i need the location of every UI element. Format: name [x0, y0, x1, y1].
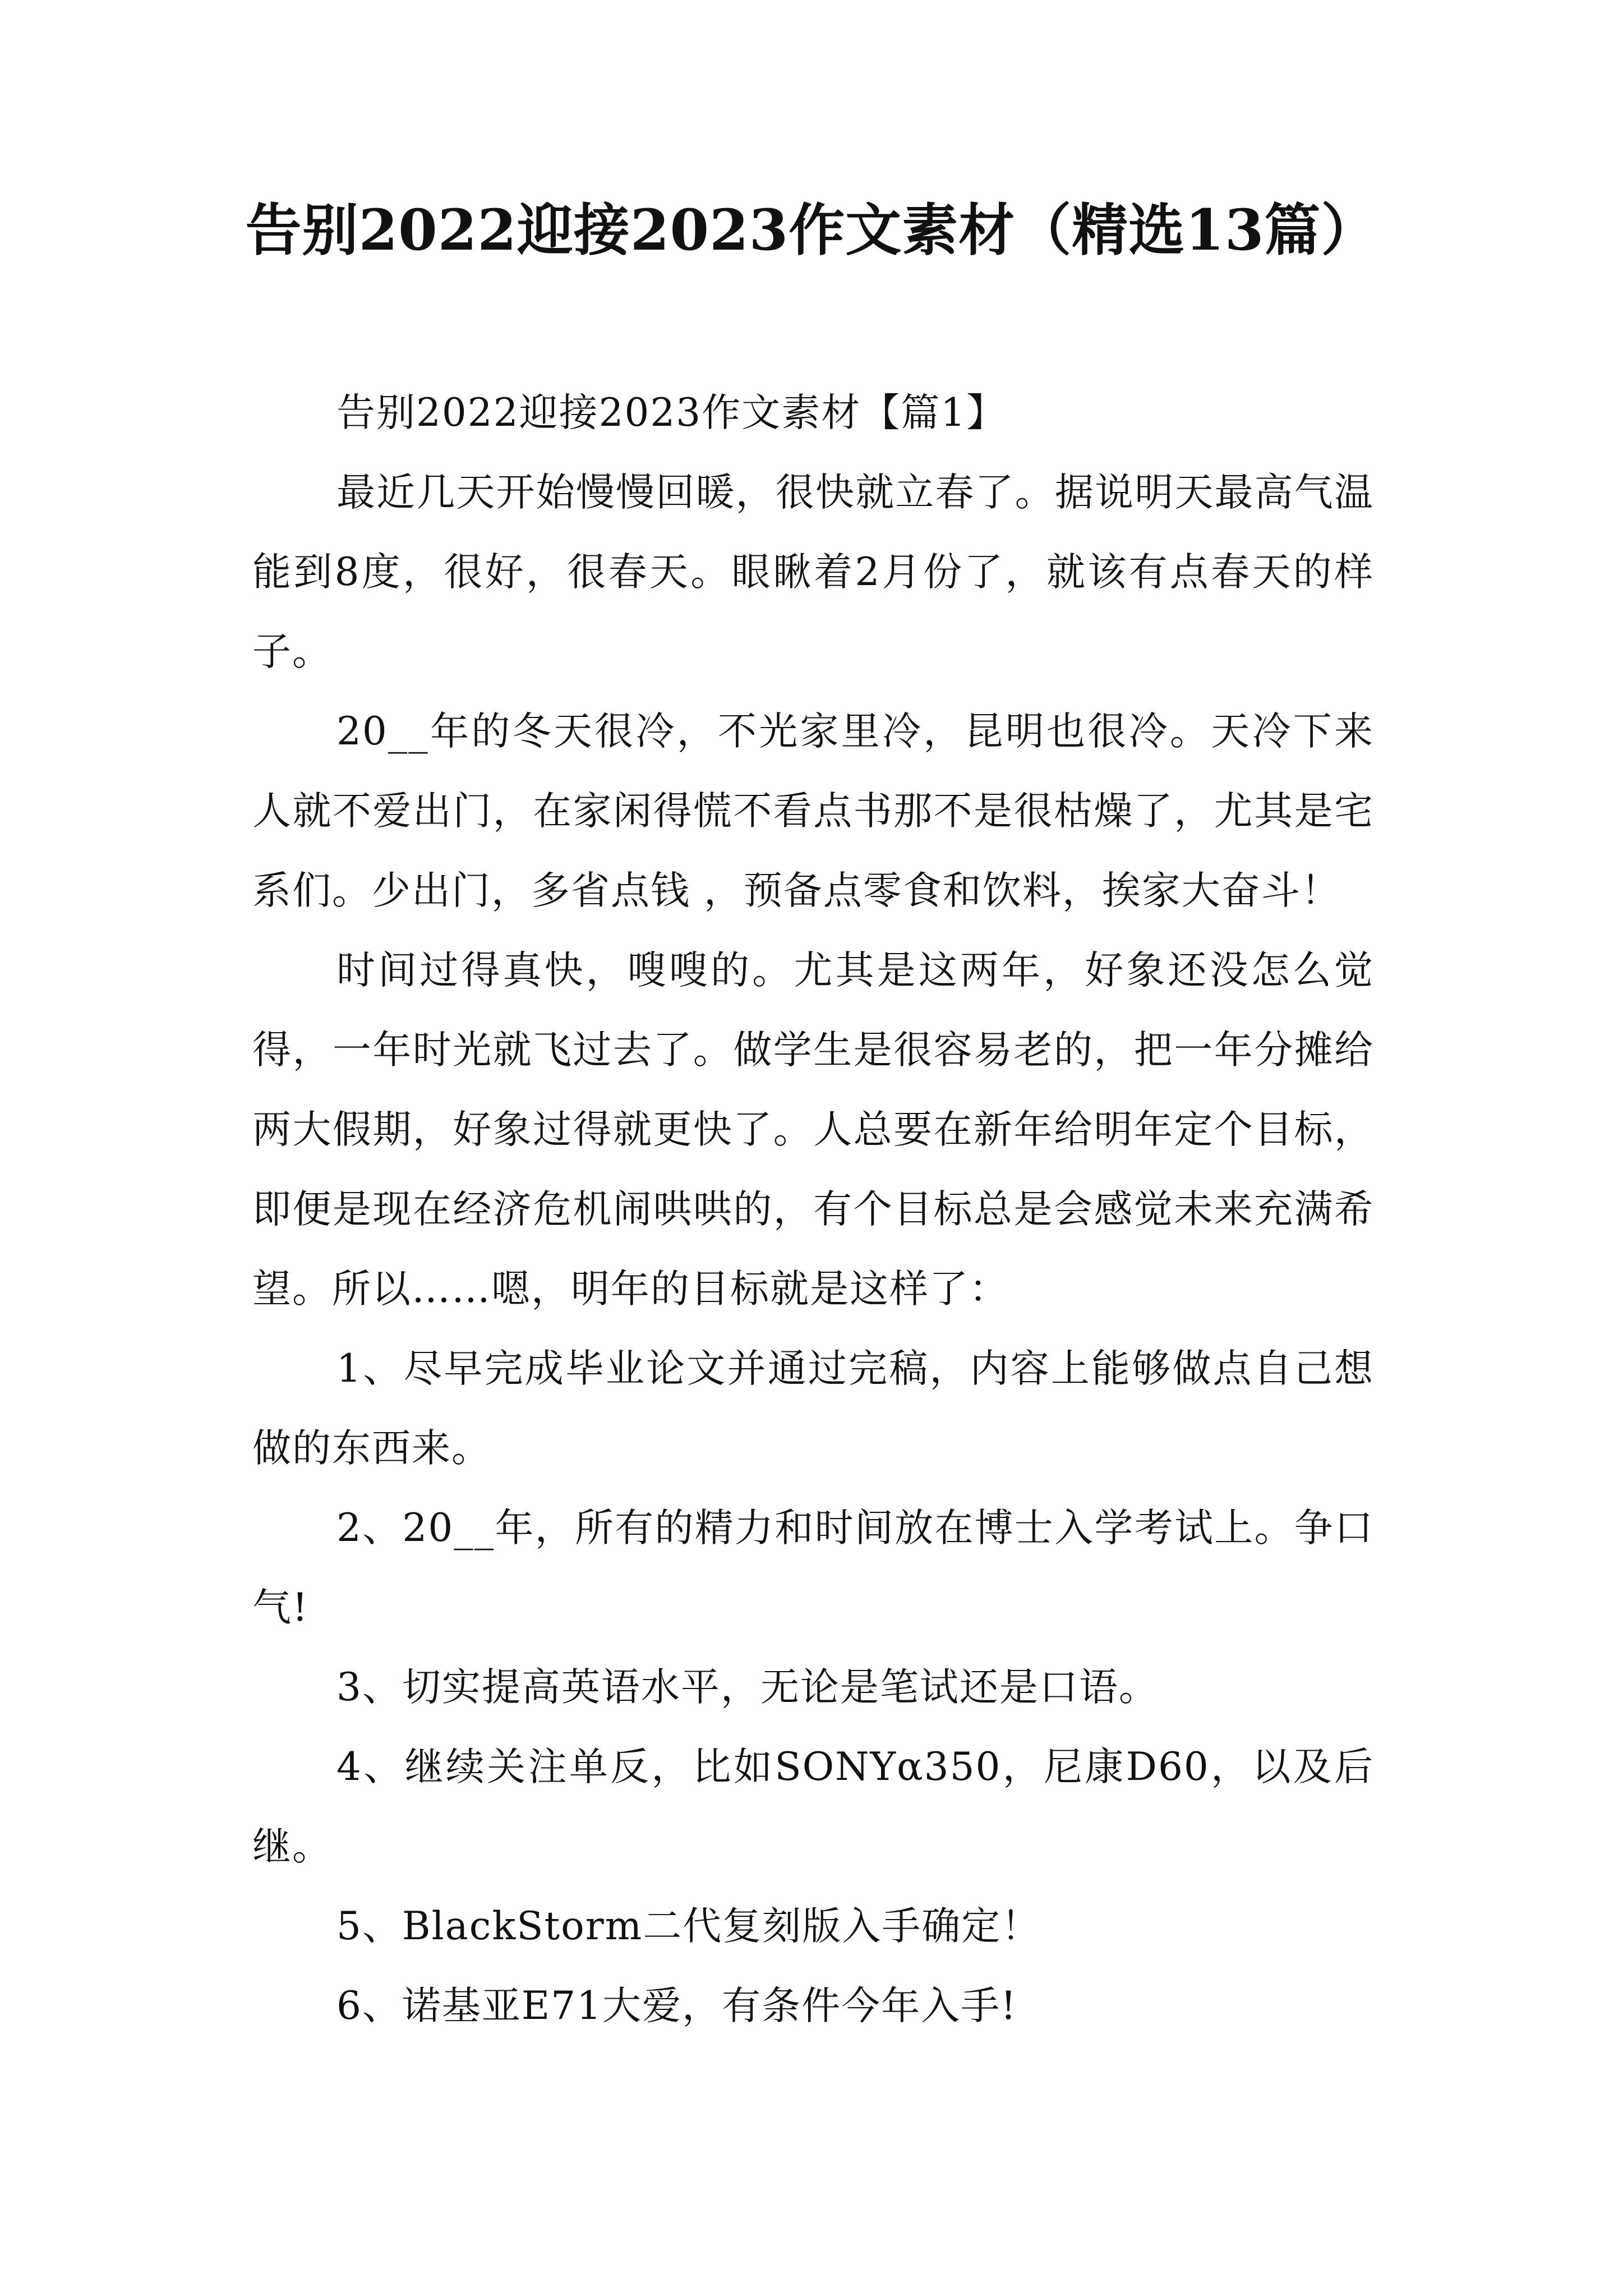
list-item: 3、切实提高英语水平，无论是笔试还是口语。	[336, 1665, 1159, 1710]
paragraph: 时间过得真快，嗖嗖的。尤其是这两年，好象还没怎么觉得，一年时光就飞过去了。做学生是很容易老的，把一年分摊给两大假期，好象过得就更快了。人总要在新年给明年定个目标，即便是现在经济危机闹哄哄的，有个目标总是会感觉未来充满希望。所以……嗯，明年的目标就是这样了：	[252, 948, 1374, 1312]
list-item: 2、20__年，所有的精力和时间放在博士入学考试上。争口气!	[252, 1506, 1374, 1630]
paragraph: 最近几天开始慢慢回暖，很快就立春了。据说明天最高气温能到8度，很好，很春天。眼瞅着2月份了，就该有点春天的样子。	[252, 470, 1374, 674]
list-item: 1、尽早完成毕业论文并通过完稿，内容上能够做点自己想做的东西来。	[252, 1346, 1374, 1471]
list-item: 4、继续关注单反，比如SONYα350，尼康D60，以及后继。	[252, 1745, 1374, 1869]
section-heading: 告别2022迎接2023作文素材【篇1】	[336, 390, 1007, 435]
list-item: 5、BlackStorm二代复刻版入手确定！	[336, 1904, 1041, 1949]
document-body	[252, 373, 1374, 2046]
list-item: 6、诺基亚E71大爱，有条件今年入手!	[336, 1984, 1017, 2028]
document-title: 告别2022迎接2023作文素材（精选13篇）	[245, 197, 1378, 263]
paragraph: 20__年的冬天很冷，不光家里冷，昆明也很冷。天冷下来人就不爱出门，在家闲得慌不看点书那不是很枯燥了，尤其是宅系们。少出门，多省点钱 ，预备点零食和饮料，挨家大奋斗！	[252, 709, 1374, 913]
